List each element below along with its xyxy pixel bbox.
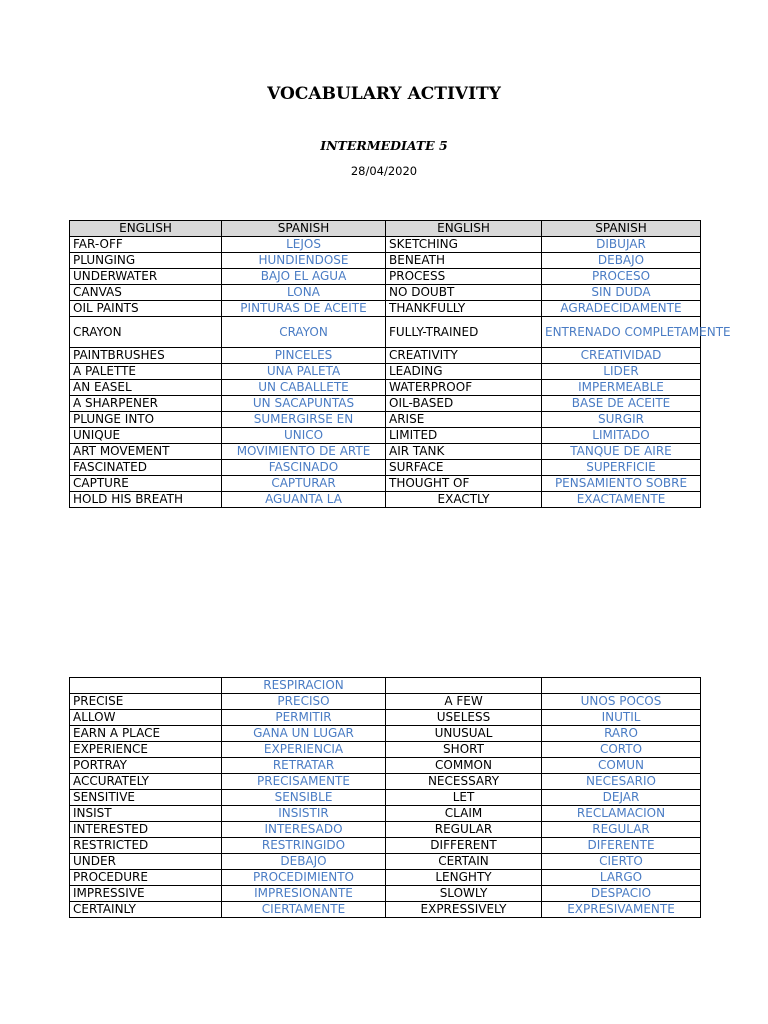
- table-row: [70, 285, 701, 301]
- english-cell: PROCESS: [386, 269, 542, 285]
- document-date: 28/04/2020: [350, 164, 418, 178]
- vocabulary-table-2: [69, 677, 701, 918]
- table-row: [70, 301, 701, 317]
- english-cell: RESTRICTED: [70, 838, 222, 854]
- table-row: [70, 710, 701, 726]
- english-cell: FAR-OFF: [70, 237, 222, 253]
- table-row: [70, 237, 701, 253]
- english-cell: A FEW: [386, 694, 542, 710]
- table-row: [70, 838, 701, 854]
- table-row: [70, 460, 701, 476]
- english-cell: UNDERWATER: [70, 269, 222, 285]
- header-spanish: SPANISH: [222, 221, 386, 237]
- spanish-cell: DIFERENTE: [542, 838, 701, 854]
- english-cell: USELESS: [386, 710, 542, 726]
- english-cell: REGULAR: [386, 822, 542, 838]
- english-cell: [386, 678, 542, 694]
- header-spanish: SPANISH: [542, 221, 701, 237]
- english-cell: PLUNGING: [70, 253, 222, 269]
- english-cell: [70, 678, 222, 694]
- spanish-cell: CIERTAMENTE: [222, 902, 386, 918]
- table-row: [70, 412, 701, 428]
- spanish-cell: HUNDIENDOSE: [222, 253, 386, 269]
- table-row: [70, 726, 701, 742]
- header-english: ENGLISH: [386, 221, 542, 237]
- english-cell: SLOWLY: [386, 886, 542, 902]
- spanish-cell: RESTRINGIDO: [222, 838, 386, 854]
- table-row: [70, 854, 701, 870]
- table-row: [70, 317, 701, 348]
- spanish-cell: AGRADECIDAMENTE: [542, 301, 701, 317]
- spanish-cell: SENSIBLE: [222, 790, 386, 806]
- spanish-cell: INUTIL: [542, 710, 701, 726]
- spanish-cell: RESPIRACION: [222, 678, 386, 694]
- spanish-cell: ENTRENADO COMPLETAMENTE: [542, 317, 701, 348]
- english-cell: UNDER: [70, 854, 222, 870]
- english-cell: OIL PAINTS: [70, 301, 222, 317]
- table-row: [70, 758, 701, 774]
- english-cell: BENEATH: [386, 253, 542, 269]
- english-cell: PORTRAY: [70, 758, 222, 774]
- english-cell: COMMON: [386, 758, 542, 774]
- spanish-cell: PERMITIR: [222, 710, 386, 726]
- table-row: [70, 902, 701, 918]
- spanish-cell: INTERESADO: [222, 822, 386, 838]
- english-cell: UNIQUE: [70, 428, 222, 444]
- spanish-cell: CIERTO: [542, 854, 701, 870]
- english-cell: EXACTLY: [386, 492, 542, 508]
- english-cell: EARN A PLACE: [70, 726, 222, 742]
- english-cell: PLUNGE INTO: [70, 412, 222, 428]
- english-cell: LEADING: [386, 364, 542, 380]
- spanish-cell: LIDER: [542, 364, 701, 380]
- spanish-cell: COMUN: [542, 758, 701, 774]
- spanish-cell: NECESARIO: [542, 774, 701, 790]
- spanish-cell: PINTURAS DE ACEITE: [222, 301, 386, 317]
- english-cell: NO DOUBT: [386, 285, 542, 301]
- spanish-cell: EXPERIENCIA: [222, 742, 386, 758]
- english-cell: UNUSUAL: [386, 726, 542, 742]
- spanish-cell: RARO: [542, 726, 701, 742]
- english-cell: FULLY-TRAINED: [386, 317, 542, 348]
- english-cell: SKETCHING: [386, 237, 542, 253]
- spanish-cell: SUMERGIRSE EN: [222, 412, 386, 428]
- english-cell: EXPERIENCE: [70, 742, 222, 758]
- english-cell: PRECISE: [70, 694, 222, 710]
- english-cell: SURFACE: [386, 460, 542, 476]
- english-cell: THOUGHT OF: [386, 476, 542, 492]
- spanish-cell: DIBUJAR: [542, 237, 701, 253]
- spanish-cell: PROCEDIMIENTO: [222, 870, 386, 886]
- document-title: VOCABULARY ACTIVITY: [267, 84, 501, 104]
- spanish-cell: CREATIVIDAD: [542, 348, 701, 364]
- english-cell: EXPRESSIVELY: [386, 902, 542, 918]
- english-cell: CLAIM: [386, 806, 542, 822]
- english-cell: CAPTURE: [70, 476, 222, 492]
- english-cell: ACCURATELY: [70, 774, 222, 790]
- english-cell: INSIST: [70, 806, 222, 822]
- spanish-cell: DEJAR: [542, 790, 701, 806]
- english-cell: CREATIVITY: [386, 348, 542, 364]
- table-row: [70, 870, 701, 886]
- english-cell: LET: [386, 790, 542, 806]
- spanish-cell: UNICO: [222, 428, 386, 444]
- spanish-cell: DEBAJO: [222, 854, 386, 870]
- spanish-cell: BAJO EL AGUA: [222, 269, 386, 285]
- spanish-cell: PENSAMIENTO SOBRE: [542, 476, 701, 492]
- spanish-cell: PINCELES: [222, 348, 386, 364]
- table-row: [70, 790, 701, 806]
- spanish-cell: DEBAJO: [542, 253, 701, 269]
- english-cell: ART MOVEMENT: [70, 444, 222, 460]
- header-english: ENGLISH: [70, 221, 222, 237]
- spanish-cell: CAPTURAR: [222, 476, 386, 492]
- table-row: [70, 774, 701, 790]
- table-row: [70, 396, 701, 412]
- english-cell: PAINTBRUSHES: [70, 348, 222, 364]
- english-cell: ARISE: [386, 412, 542, 428]
- english-cell: SENSITIVE: [70, 790, 222, 806]
- table-row: [70, 253, 701, 269]
- spanish-cell: UNOS POCOS: [542, 694, 701, 710]
- english-cell: INTERESTED: [70, 822, 222, 838]
- english-cell: LIMITED: [386, 428, 542, 444]
- spanish-cell: LEJOS: [222, 237, 386, 253]
- spanish-cell: SIN DUDA: [542, 285, 701, 301]
- spanish-cell: CORTO: [542, 742, 701, 758]
- spanish-cell: EXACTAMENTE: [542, 492, 701, 508]
- english-cell: OIL-BASED: [386, 396, 542, 412]
- english-cell: NECESSARY: [386, 774, 542, 790]
- table-row: [70, 428, 701, 444]
- table-row: [70, 886, 701, 902]
- table-row: [70, 380, 701, 396]
- spanish-cell: SUPERFICIE: [542, 460, 701, 476]
- spanish-cell: PROCESO: [542, 269, 701, 285]
- spanish-cell: LIMITADO: [542, 428, 701, 444]
- english-cell: CANVAS: [70, 285, 222, 301]
- spanish-cell: IMPRESIONANTE: [222, 886, 386, 902]
- english-cell: HOLD HIS BREATH: [70, 492, 222, 508]
- vocabulary-table-1: [69, 220, 731, 508]
- spanish-cell: LARGO: [542, 870, 701, 886]
- spanish-cell: FASCINADO: [222, 460, 386, 476]
- english-cell: PROCEDURE: [70, 870, 222, 886]
- spanish-cell: PRECISAMENTE: [222, 774, 386, 790]
- spanish-cell: EXPRESIVAMENTE: [542, 902, 701, 918]
- spanish-cell: LONA: [222, 285, 386, 301]
- english-cell: LENGHTY: [386, 870, 542, 886]
- table-row: [70, 444, 701, 460]
- spanish-cell: REGULAR: [542, 822, 701, 838]
- spanish-cell: SURGIR: [542, 412, 701, 428]
- spanish-cell: [542, 678, 701, 694]
- english-cell: SHORT: [386, 742, 542, 758]
- spanish-cell: DESPACIO: [542, 886, 701, 902]
- spanish-cell: RECLAMACION: [542, 806, 701, 822]
- spanish-cell: UNA PALETA: [222, 364, 386, 380]
- table-row: [70, 492, 701, 508]
- table-row: [70, 678, 701, 694]
- spanish-cell: MOVIMIENTO DE ARTE: [222, 444, 386, 460]
- english-cell: CRAYON: [70, 317, 222, 348]
- english-cell: AIR TANK: [386, 444, 542, 460]
- english-cell: DIFFERENT: [386, 838, 542, 854]
- table-row: [70, 364, 701, 380]
- english-cell: THANKFULLY: [386, 301, 542, 317]
- spanish-cell: UN SACAPUNTAS: [222, 396, 386, 412]
- table-header-row: [70, 221, 701, 237]
- spanish-cell: GANA UN LUGAR: [222, 726, 386, 742]
- table-row: [70, 476, 701, 492]
- table-row: [70, 348, 701, 364]
- table-row: [70, 742, 701, 758]
- spanish-cell: INSISTIR: [222, 806, 386, 822]
- spanish-cell: RETRATAR: [222, 758, 386, 774]
- english-cell: ALLOW: [70, 710, 222, 726]
- table-row: [70, 822, 701, 838]
- english-cell: WATERPROOF: [386, 380, 542, 396]
- spanish-cell: UN CABALLETE: [222, 380, 386, 396]
- english-cell: CERTAIN: [386, 854, 542, 870]
- spanish-cell: IMPERMEABLE: [542, 380, 701, 396]
- table-row: [70, 694, 701, 710]
- english-cell: A PALETTE: [70, 364, 222, 380]
- table-row: [70, 806, 701, 822]
- spanish-cell: BASE DE ACEITE: [542, 396, 701, 412]
- english-cell: FASCINATED: [70, 460, 222, 476]
- spanish-cell: AGUANTA LA: [222, 492, 386, 508]
- english-cell: AN EASEL: [70, 380, 222, 396]
- spanish-cell: CRAYON: [222, 317, 386, 348]
- english-cell: A SHARPENER: [70, 396, 222, 412]
- spanish-cell: PRECISO: [222, 694, 386, 710]
- english-cell: IMPRESSIVE: [70, 886, 222, 902]
- spanish-cell: TANQUE DE AIRE: [542, 444, 701, 460]
- english-cell: CERTAINLY: [70, 902, 222, 918]
- level-subtitle: INTERMEDIATE 5: [320, 138, 448, 153]
- table-row: [70, 269, 701, 285]
